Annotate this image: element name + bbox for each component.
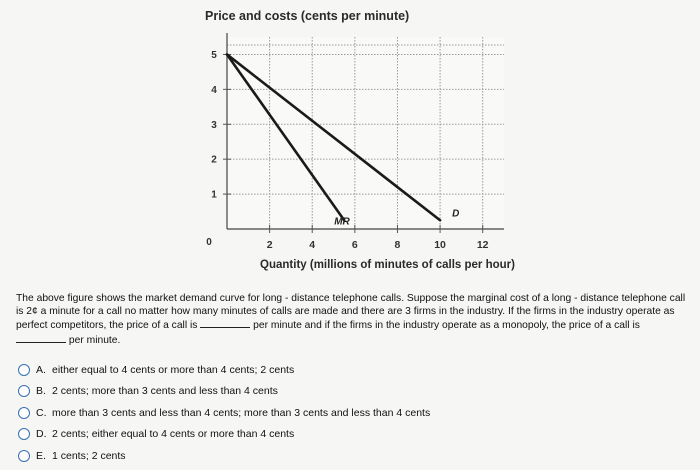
series-label-mr: MR <box>334 216 350 228</box>
answer-blank-1 <box>200 318 250 328</box>
option-letter: B. <box>36 385 46 398</box>
option-text: either equal to 4 cents or more than 4 cents; 2 cents <box>52 363 295 376</box>
y-tick-label: 2 <box>211 154 217 166</box>
option-d[interactable] <box>18 424 430 446</box>
x-tick-label: 6 <box>351 239 358 251</box>
option-c[interactable] <box>18 402 430 424</box>
radio-icon[interactable] <box>18 385 30 397</box>
option-letter: C. <box>36 406 47 419</box>
option-text: more than 3 cents and less than 4 cents; more than 3 cents and less than 4 cents <box>52 406 431 419</box>
x-axis-label: Quantity (millions of minutes of calls per hour) <box>260 259 515 271</box>
answer-options <box>18 359 430 467</box>
question-text <box>16 292 686 347</box>
x-tick-label: 12 <box>476 239 489 251</box>
y-tick-label: 5 <box>211 49 217 61</box>
x-tick-label: 10 <box>434 239 446 251</box>
y-tick-label: 1 <box>211 189 217 201</box>
answer-blank-2 <box>16 333 66 343</box>
origin-label: 0 <box>206 237 212 248</box>
option-letter: A. <box>36 363 46 376</box>
series-label-d: D <box>452 208 460 220</box>
radio-icon[interactable] <box>18 428 30 440</box>
plot-area <box>227 37 504 229</box>
radio-icon[interactable] <box>18 407 30 419</box>
option-e[interactable] <box>18 445 430 467</box>
x-tick-label: 4 <box>309 239 316 251</box>
option-text: 2 cents; either equal to 4 cents or more than 4 cents <box>52 428 295 441</box>
option-text: 1 cents; 2 cents <box>52 449 126 462</box>
x-tick-label: 2 <box>266 239 273 251</box>
radio-icon[interactable] <box>18 364 30 376</box>
option-a[interactable] <box>18 359 430 381</box>
option-letter: D. <box>36 428 47 441</box>
question-part-1: The above figure shows the market demand curve for long - distance telephone calls. Suppose the marginal cost of a long - distance telephone call is 2¢ a minute for a call no matter how many minutes of calls are made and there are 3 firms in the industry. If the firms in the industry operate as perfect competitors, the price of a call is <box>16 293 686 332</box>
x-tick-label: 8 <box>394 239 401 251</box>
chart-title: Price and costs (cents per minute) <box>205 9 410 23</box>
option-letter: E. <box>36 449 46 462</box>
y-tick-label: 3 <box>211 119 217 131</box>
y-tick-label: 4 <box>211 84 217 96</box>
question-part-2: per minute and if the firms in the industry operate as a monopoly, the price of a call is <box>253 320 640 332</box>
question-part-3: per minute. <box>68 334 121 346</box>
option-text: 2 cents; more than 3 cents and less than 4 cents <box>52 385 278 398</box>
option-b[interactable] <box>18 381 430 403</box>
radio-icon[interactable] <box>18 450 30 462</box>
